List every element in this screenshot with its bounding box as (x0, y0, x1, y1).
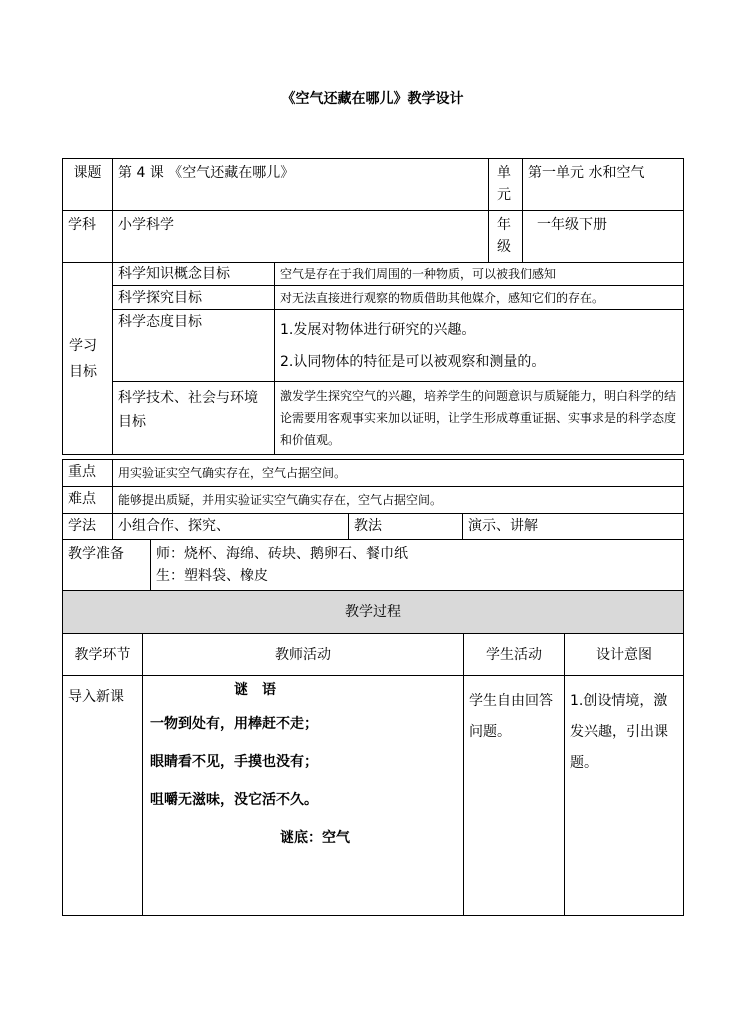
goal-text: 空气是存在于我们周围的一种物质，可以被我们感知 (280, 267, 557, 281)
goals-label: 学习目标 (69, 337, 97, 380)
difficulty-label-cell (63, 487, 113, 514)
key-value-cell (113, 460, 684, 487)
goal-name-cell (113, 382, 275, 455)
goal-text-line: 1.发展对物体进行研究的兴趣。 (280, 322, 476, 338)
prep-student: 生：塑料袋、橡皮 (156, 568, 268, 584)
subject-value: 小学科学 (118, 217, 174, 233)
prep-label-cell (63, 540, 151, 591)
course-label-cell (63, 159, 113, 211)
goal-name: 科学技术、社会与环境目标 (118, 390, 258, 430)
key-label-cell (63, 460, 113, 487)
goal-text-cell (275, 310, 684, 382)
subject-label: 学科 (68, 217, 96, 233)
method-value: 小组合作、探究、 (118, 518, 230, 534)
goal-name: 科学态度目标 (118, 314, 202, 330)
course-value-cell (113, 159, 489, 211)
riddle-answer: 谜底：空气 (280, 830, 350, 846)
teach-method-value: 演示、讲解 (468, 518, 538, 534)
process-table (62, 590, 684, 916)
header-cell (565, 634, 684, 676)
design-intent: 1.创设情境，激发兴趣，引出课题。 (570, 693, 668, 771)
riddle-title: 谜 语 (234, 682, 276, 698)
goal-name: 科学知识概念目标 (118, 266, 230, 282)
header-cell (464, 634, 565, 676)
goal-text: 对无法直接进行观察的物质借助其他媒介，感知它们的存在。 (280, 291, 605, 305)
course-value: 第 4 课 《空气还藏在哪儿》 (118, 165, 295, 181)
teach-method-value-cell (463, 514, 684, 540)
teach-method-label: 教法 (354, 518, 382, 534)
grade-value-cell (523, 211, 684, 263)
prep-value-cell (151, 540, 684, 591)
header-stage: 教学环节 (74, 646, 131, 663)
header-teacher-activity: 教师活动 (275, 646, 331, 663)
goal-text-line: 2.认同物体的特征是可以被观察和测量的。 (280, 354, 546, 370)
goal-name-cell (113, 263, 275, 286)
grade-value: 一年级下册 (537, 217, 607, 233)
key-label: 重点 (68, 464, 96, 480)
goals-label-cell (63, 263, 113, 455)
course-label: 课题 (73, 165, 102, 181)
student-activity-cell (464, 676, 565, 916)
design-intent-cell (565, 676, 684, 916)
subject-value-cell (113, 211, 489, 263)
unit-label-cell (489, 159, 523, 211)
method-label-cell (63, 514, 113, 540)
goal-text-cell (275, 382, 684, 455)
goal-name-cell (113, 310, 275, 382)
lesson-info-table (62, 158, 684, 455)
unit-value: 第一单元 水和空气 (528, 165, 645, 181)
difficulty-label: 难点 (68, 491, 96, 507)
riddle-line: 咀嚼无滋味，没它活不久。 (150, 792, 318, 808)
stage-cell (63, 676, 143, 916)
student-activity: 学生自由回答问题。 (469, 693, 553, 740)
goal-text-cell (275, 263, 684, 286)
unit-value-cell (523, 159, 684, 211)
teach-method-label-cell (349, 514, 463, 540)
goal-text: 激发学生探究空气的兴趣，培养学生的问题意识与质疑能力，明白科学的结论需要用客观事实来加以证明，让学生形成尊重证据、实事求是的科学态度和价值观。 (280, 389, 677, 447)
prep-label: 教学准备 (68, 546, 124, 562)
goal-text-cell (275, 286, 684, 310)
goal-name: 科学探究目标 (118, 290, 202, 306)
preparation-table (62, 539, 684, 591)
key-value: 用实验证实空气确实存在，空气占据空间。 (118, 466, 347, 480)
teacher-activity-cell (143, 676, 464, 916)
method-label: 学法 (68, 518, 96, 534)
method-value-cell (113, 514, 349, 540)
riddle-line: 眼睛看不见，手摸也没有； (150, 754, 318, 770)
grade-label: 年级 (497, 217, 511, 255)
riddle-line: 一物到处有，用棒赶不走； (150, 716, 318, 732)
header-student-activity: 学生活动 (486, 646, 542, 663)
header-cell (143, 634, 464, 676)
lesson-key-table (62, 459, 684, 540)
difficulty-value-cell (113, 487, 684, 514)
stage-name: 导入新课 (68, 689, 124, 705)
difficulty-value: 能够提出质疑，并用实验证实空气确实存在，空气占据空间。 (118, 493, 443, 507)
goal-name-cell (113, 286, 275, 310)
process-title: 教学过程 (345, 604, 401, 620)
header-cell (63, 634, 143, 676)
process-title-cell (63, 591, 684, 634)
unit-label: 单元 (497, 165, 511, 203)
document-title: 《空气还藏在哪儿》教学设计 (281, 91, 464, 107)
prep-teacher: 师：烧杯、海绵、砖块、鹅卵石、餐巾纸 (156, 546, 408, 562)
header-design-intent: 设计意图 (596, 646, 652, 663)
grade-label-cell (489, 211, 523, 263)
subject-label-cell (63, 211, 113, 263)
